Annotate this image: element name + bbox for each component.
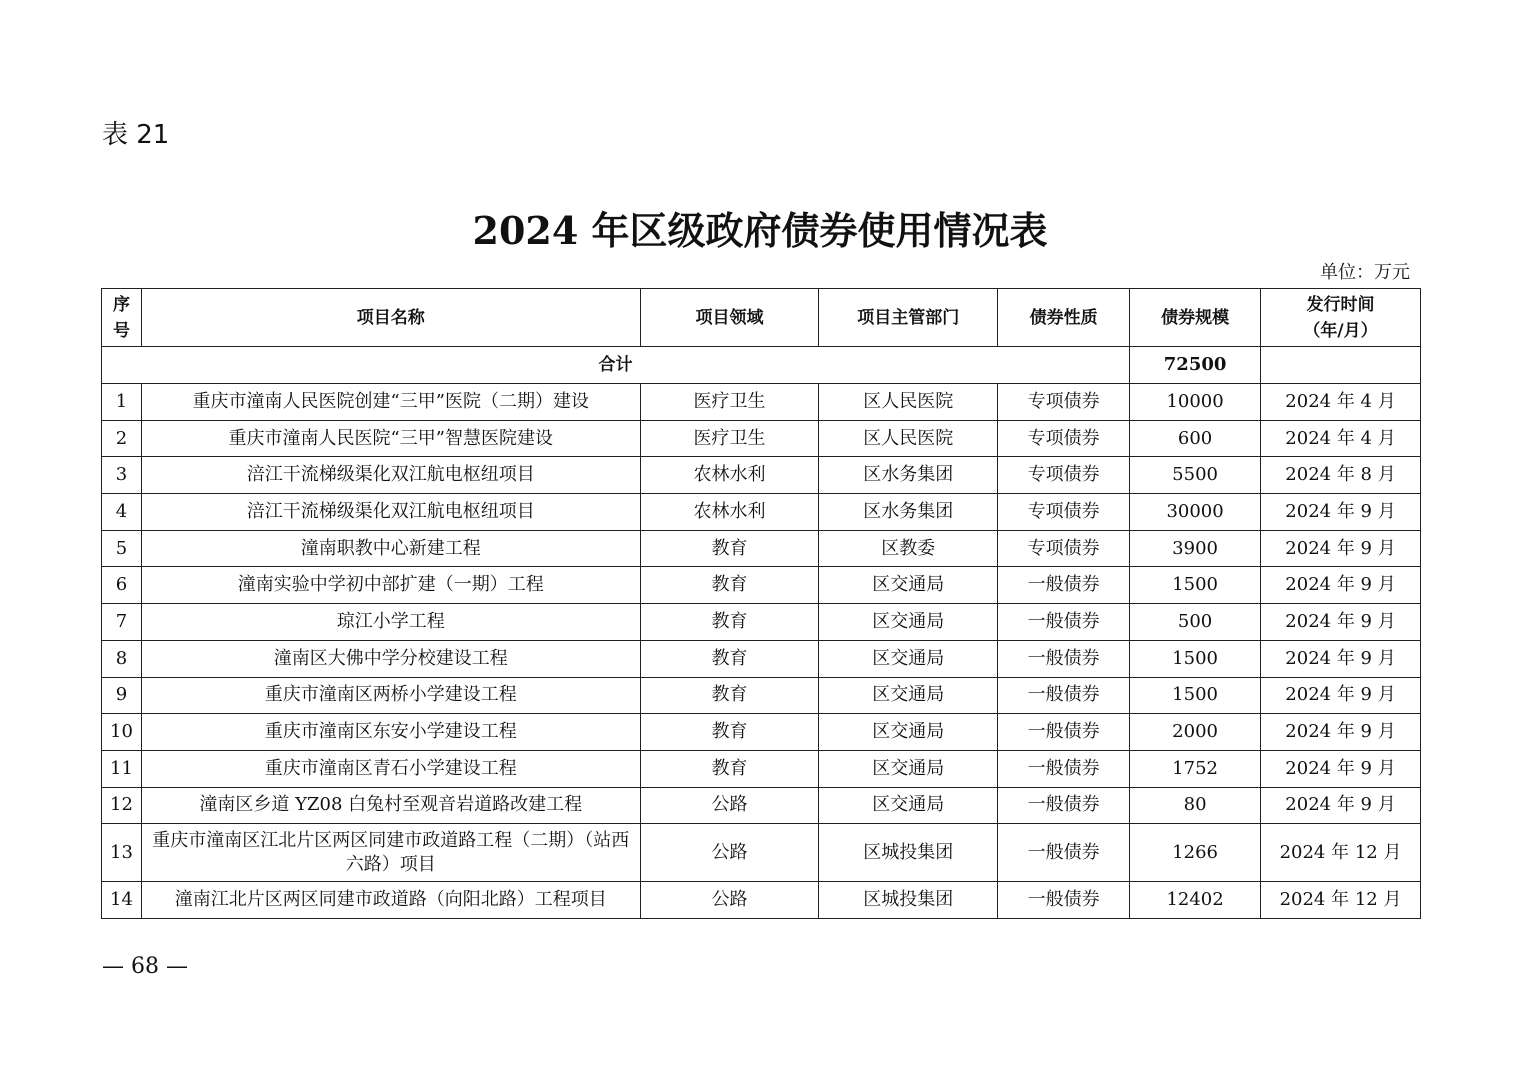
cell-time: 2024 年 9 月	[1261, 677, 1421, 714]
cell-dept: 区交通局	[819, 640, 998, 677]
cell-nature: 一般债券	[998, 677, 1130, 714]
cell-name: 重庆市潼南区江北片区两区同建市政道路工程（二期）（站西六路）项目	[141, 824, 640, 882]
header-nature: 债券性质	[998, 289, 1130, 347]
cell-time: 2024 年 8 月	[1261, 457, 1421, 494]
cell-time: 2024 年 9 月	[1261, 750, 1421, 787]
cell-dept: 区交通局	[819, 567, 998, 604]
cell-scale: 5500	[1130, 457, 1261, 494]
table-row	[102, 604, 1421, 641]
cell-dept: 区人民医院	[819, 384, 998, 421]
cell-name: 重庆市潼南人民医院创建“三甲”医院（二期）建设	[141, 384, 640, 421]
cell-domain: 公路	[640, 824, 819, 882]
cell-scale: 3900	[1130, 530, 1261, 567]
page-title: 2024 年区级政府债券使用情况表	[472, 208, 1048, 253]
cell-scale: 1500	[1130, 640, 1261, 677]
table-row	[102, 640, 1421, 677]
cell-time: 2024 年 12 月	[1261, 824, 1421, 882]
cell-domain: 教育	[640, 530, 819, 567]
cell-time: 2024 年 9 月	[1261, 530, 1421, 567]
cell-name: 潼南区乡道 YZ08 白兔村至观音岩道路改建工程	[141, 787, 640, 824]
cell-seq: 1	[102, 384, 142, 421]
bond-usage-table	[101, 288, 1421, 919]
header-time-line2: （年/月）	[1303, 320, 1378, 341]
cell-nature: 一般债券	[998, 882, 1130, 919]
cell-name: 重庆市潼南区东安小学建设工程	[141, 714, 640, 751]
cell-name: 琼江小学工程	[141, 604, 640, 641]
cell-name: 潼南实验中学初中部扩建（一期）工程	[141, 567, 640, 604]
cell-seq: 3	[102, 457, 142, 494]
total-scale: 72500	[1130, 347, 1261, 384]
cell-nature: 专项债券	[998, 384, 1130, 421]
header-seq: 序号	[102, 289, 142, 347]
total-label: 合计	[102, 347, 1130, 384]
cell-time: 2024 年 9 月	[1261, 640, 1421, 677]
cell-domain: 教育	[640, 604, 819, 641]
cell-domain: 教育	[640, 640, 819, 677]
cell-scale: 12402	[1130, 882, 1261, 919]
cell-name: 涪江干流梯级渠化双江航电枢纽项目	[141, 457, 640, 494]
header-row	[102, 289, 1421, 347]
cell-nature: 一般债券	[998, 824, 1130, 882]
header-scale: 债券规模	[1130, 289, 1261, 347]
cell-scale: 10000	[1130, 384, 1261, 421]
cell-domain: 农林水利	[640, 457, 819, 494]
cell-seq: 7	[102, 604, 142, 641]
cell-scale: 80	[1130, 787, 1261, 824]
cell-domain: 医疗卫生	[640, 420, 819, 457]
header-time-line1: 发行时间	[1306, 294, 1375, 315]
cell-domain: 农林水利	[640, 494, 819, 531]
cell-dept: 区交通局	[819, 677, 998, 714]
cell-seq: 10	[102, 714, 142, 751]
table-row	[102, 714, 1421, 751]
cell-time: 2024 年 9 月	[1261, 787, 1421, 824]
cell-name: 重庆市潼南区青石小学建设工程	[141, 750, 640, 787]
cell-nature: 一般债券	[998, 640, 1130, 677]
header-dept: 项目主管部门	[819, 289, 998, 347]
cell-nature: 一般债券	[998, 750, 1130, 787]
cell-scale: 600	[1130, 420, 1261, 457]
header-name: 项目名称	[141, 289, 640, 347]
cell-seq: 14	[102, 882, 142, 919]
table-row	[102, 567, 1421, 604]
table-row	[102, 882, 1421, 919]
cell-dept: 区水务集团	[819, 457, 998, 494]
cell-domain: 医疗卫生	[640, 384, 819, 421]
cell-time: 2024 年 9 月	[1261, 604, 1421, 641]
cell-seq: 2	[102, 420, 142, 457]
cell-dept: 区水务集团	[819, 494, 998, 531]
cell-name: 潼南江北片区两区同建市政道路（向阳北路）工程项目	[141, 882, 640, 919]
cell-time: 2024 年 4 月	[1261, 384, 1421, 421]
header-domain: 项目领域	[640, 289, 819, 347]
table-row	[102, 787, 1421, 824]
table-row	[102, 494, 1421, 531]
cell-nature: 一般债券	[998, 787, 1130, 824]
unit-note: 单位：万元	[1320, 262, 1410, 283]
cell-scale: 30000	[1130, 494, 1261, 531]
cell-nature: 专项债券	[998, 530, 1130, 567]
cell-name: 潼南职教中心新建工程	[141, 530, 640, 567]
cell-seq: 8	[102, 640, 142, 677]
cell-dept: 区城投集团	[819, 824, 998, 882]
header-time	[1261, 289, 1421, 347]
table-row	[102, 384, 1421, 421]
table-row	[102, 677, 1421, 714]
cell-scale: 1500	[1130, 567, 1261, 604]
cell-seq: 13	[102, 824, 142, 882]
cell-nature: 一般债券	[998, 604, 1130, 641]
cell-nature: 专项债券	[998, 494, 1130, 531]
cell-domain: 教育	[640, 677, 819, 714]
cell-dept: 区教委	[819, 530, 998, 567]
total-time	[1261, 347, 1421, 384]
cell-time: 2024 年 12 月	[1261, 882, 1421, 919]
table-row	[102, 824, 1421, 882]
cell-scale: 1266	[1130, 824, 1261, 882]
cell-dept: 区交通局	[819, 714, 998, 751]
page-number: — 68 —	[102, 954, 188, 979]
cell-seq: 4	[102, 494, 142, 531]
table-row	[102, 530, 1421, 567]
table-row	[102, 457, 1421, 494]
cell-nature: 一般债券	[998, 567, 1130, 604]
cell-time: 2024 年 9 月	[1261, 714, 1421, 751]
cell-dept: 区城投集团	[819, 882, 998, 919]
cell-dept: 区人民医院	[819, 420, 998, 457]
cell-scale: 500	[1130, 604, 1261, 641]
table-row	[102, 750, 1421, 787]
cell-name: 重庆市潼南区两桥小学建设工程	[141, 677, 640, 714]
cell-seq: 9	[102, 677, 142, 714]
cell-time: 2024 年 9 月	[1261, 567, 1421, 604]
cell-scale: 1500	[1130, 677, 1261, 714]
cell-seq: 5	[102, 530, 142, 567]
cell-name: 涪江干流梯级渠化双江航电枢纽项目	[141, 494, 640, 531]
cell-time: 2024 年 4 月	[1261, 420, 1421, 457]
cell-domain: 教育	[640, 714, 819, 751]
cell-nature: 专项债券	[998, 420, 1130, 457]
table-row	[102, 420, 1421, 457]
cell-seq: 6	[102, 567, 142, 604]
cell-name: 重庆市潼南人民医院“三甲”智慧医院建设	[141, 420, 640, 457]
cell-domain: 教育	[640, 750, 819, 787]
cell-dept: 区交通局	[819, 750, 998, 787]
cell-domain: 公路	[640, 787, 819, 824]
cell-seq: 12	[102, 787, 142, 824]
cell-nature: 一般债券	[998, 714, 1130, 751]
cell-domain: 教育	[640, 567, 819, 604]
cell-seq: 11	[102, 750, 142, 787]
table-label: 表 21	[102, 120, 170, 150]
cell-time: 2024 年 9 月	[1261, 494, 1421, 531]
cell-domain: 公路	[640, 882, 819, 919]
cell-dept: 区交通局	[819, 604, 998, 641]
cell-scale: 1752	[1130, 750, 1261, 787]
total-row	[102, 347, 1421, 384]
cell-nature: 专项债券	[998, 457, 1130, 494]
cell-name: 潼南区大佛中学分校建设工程	[141, 640, 640, 677]
cell-dept: 区交通局	[819, 787, 998, 824]
cell-scale: 2000	[1130, 714, 1261, 751]
